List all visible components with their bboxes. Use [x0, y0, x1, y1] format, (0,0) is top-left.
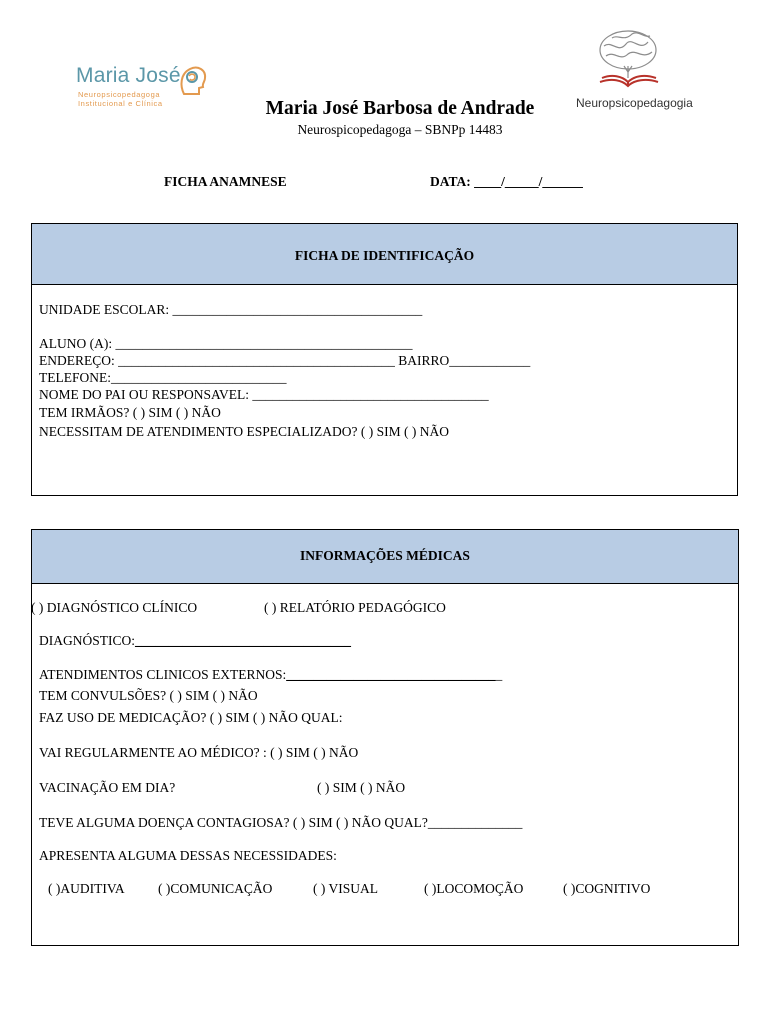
identification-section [31, 223, 738, 496]
relatorio-pedagogico-option[interactable]: ( ) RELATÓRIO PEDAGÓGICO [264, 600, 446, 615]
vacinacao-label: VACINAÇÃO EM DIA? [39, 780, 176, 795]
locomocao-option[interactable]: ( )LOCOMOÇÃO [424, 881, 524, 896]
medico-question[interactable]: VAI REGULARMENTE AO MÉDICO? : ( ) SIM ( ) NÃO [39, 745, 359, 760]
page-title: Maria José Barbosa de Andrade [265, 98, 535, 119]
aluno-field[interactable]: ALUNO (A): ____________________________________________ [39, 336, 413, 351]
responsavel-field[interactable]: NOME DO PAI OU RESPONSAVEL: ___________________________________ [39, 387, 489, 402]
logo-word: Neuropsicopedagogia [576, 96, 693, 110]
logo-subtitle-line1: Neuropsicopedagoga [78, 90, 161, 99]
necessidades-label: APRESENTA ALGUMA DESSAS NECESSIDADES: [39, 848, 337, 863]
identification-heading: FICHA DE IDENTIFICAÇÃO [32, 224, 737, 285]
atendimentos-label: ATENDIMENTOS CLINICOS EXTERNOS: [39, 667, 287, 682]
diagnostico-field[interactable] [39, 633, 351, 649]
irmaos-question[interactable]: TEM IRMÃOS? ( ) SIM ( ) NÃO [39, 405, 221, 420]
convulsoes-question[interactable]: TEM CONVULSÕES? ( ) SIM ( ) NÃO [39, 688, 258, 703]
medical-heading: INFORMAÇÕES MÉDICAS [32, 530, 738, 584]
diagnostico-blank[interactable]: ________________________________ [135, 633, 351, 648]
medicacao-question[interactable]: FAZ USO DE MEDICAÇÃO? ( ) SIM ( ) NÃO QUAL: [39, 710, 343, 725]
atendimentos-field[interactable] [39, 667, 502, 683]
form-title: FICHA ANAMNESE [164, 174, 287, 189]
brain-tree-book-icon [562, 20, 712, 100]
credential-line: Neurospicopedagoga – SBNPp 14483 [297, 122, 503, 137]
logo-brand-text: Maria José [76, 64, 181, 87]
unidade-escolar-field[interactable]: UNIDADE ESCOLAR: _____________________________________ [39, 302, 423, 317]
vacinacao-options[interactable]: ( ) SIM ( ) NÃO [317, 780, 406, 795]
atendimentos-blank[interactable]: _______________________________ [286, 667, 496, 682]
brain-head-icon [178, 64, 208, 100]
comunicacao-option[interactable]: ( )COMUNICAÇÃO [158, 881, 273, 896]
telefone-field[interactable]: TELEFONE:__________________________ [39, 370, 287, 385]
visual-option[interactable]: ( ) VISUAL [313, 881, 378, 896]
auditiva-option[interactable]: ( )AUDITIVA [48, 881, 125, 896]
atendimentos-tail: _ [495, 667, 503, 682]
diagnostico-label: DIAGNÓSTICO: [39, 633, 135, 648]
diagnostico-clinico-option[interactable]: ( ) DIAGNÓSTICO CLÍNICO [31, 600, 198, 615]
atendimento-especializado-question[interactable]: NECESSITAM DE ATENDIMENTO ESPECIALIZADO? ( ) SIM ( ) NÃO [39, 424, 450, 439]
date-field[interactable]: DATA: ____/_____/______ [430, 174, 583, 189]
endereco-field[interactable]: ENDEREÇO: _________________________________________ BAIRRO____________ [39, 353, 531, 368]
cognitivo-option[interactable]: ( )COGNITIVO [563, 881, 651, 896]
logo-subtitle-line2: Institucional e Clínica [78, 99, 163, 108]
doenca-contagiosa-question[interactable]: TEVE ALGUMA DOENÇA CONTAGIOSA? ( ) SIM ( ) NÃO QUAL?______________ [39, 815, 523, 830]
medical-section [31, 529, 739, 946]
